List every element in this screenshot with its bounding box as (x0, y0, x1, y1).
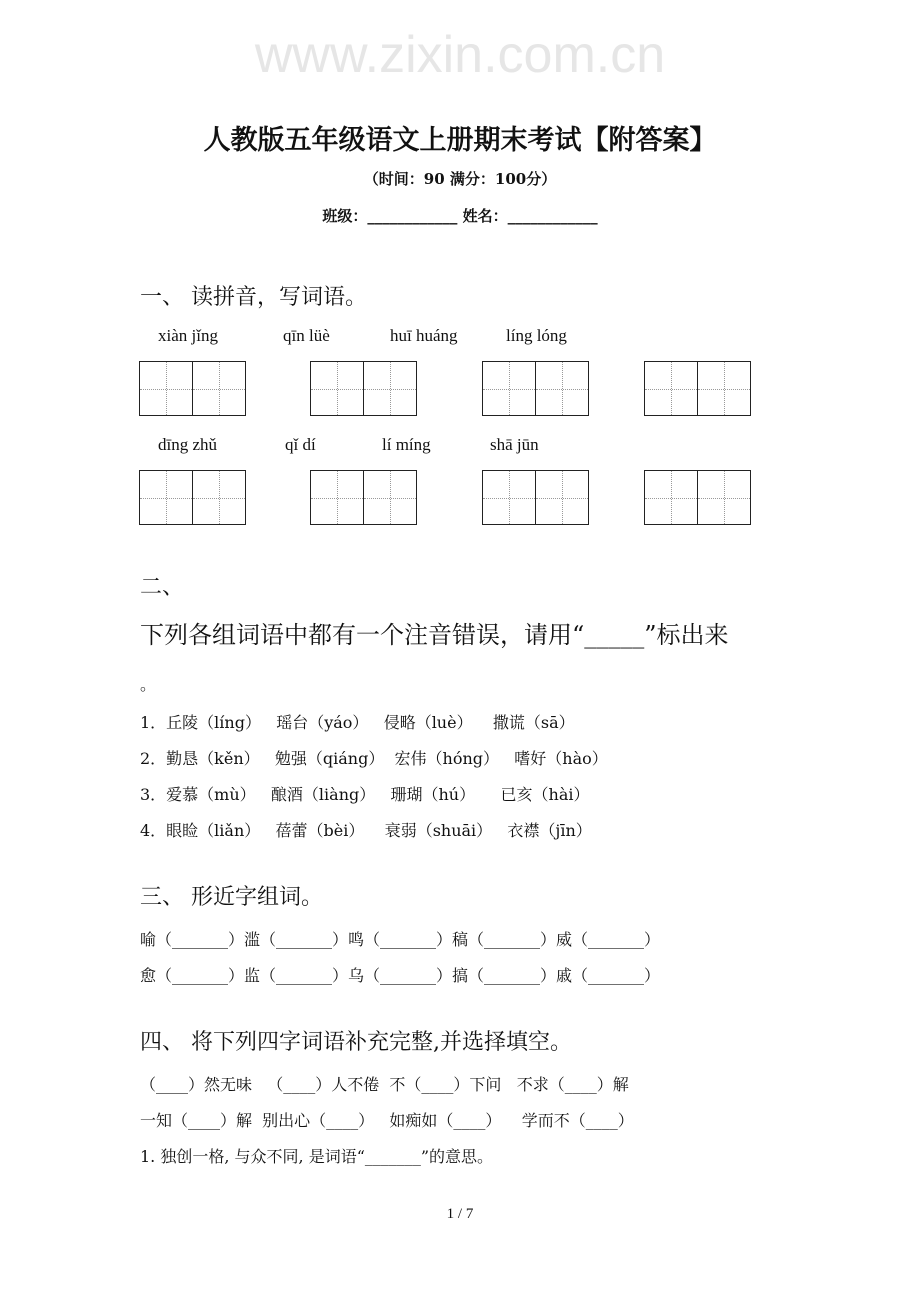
writing-box[interactable] (139, 470, 246, 525)
question-line: 4．眼睑（liǎn） 蓓蕾（bèi） 衰弱（shuāi） 衣襟（jīn） (140, 821, 592, 840)
pinyin: lí míng (382, 435, 431, 454)
page-title: 人教版五年级语文上册期末考试【附答案】 (203, 125, 717, 156)
writing-box[interactable] (482, 470, 589, 525)
writing-box[interactable] (644, 470, 751, 525)
pinyin: líng lóng (506, 326, 567, 345)
pinyin: qǐ dí (285, 435, 316, 454)
period: 。 (140, 675, 157, 694)
writing-box[interactable] (139, 361, 246, 416)
question-line: 一知（____）解 别出心（____） 如痴如（____） 学而不（____） (140, 1111, 634, 1130)
section-4-heading: 四、 将下列四字词语补充完整,并选择填空。 (140, 1030, 572, 1055)
pinyin: shā jūn (490, 435, 539, 454)
pinyin: qīn lüè (283, 326, 330, 345)
page-number: 1 / 7 (446, 1206, 474, 1222)
exam-info: （时间：90 满分：100分） (363, 170, 557, 188)
question-line: （____）然无味 （____）人不倦 不（____）下问 不求（____）解 (140, 1075, 629, 1094)
question-line: 愈（_______）监（_______）乌（_______）搞（_______）戚（_______） (140, 966, 661, 985)
writing-box[interactable] (310, 470, 417, 525)
question-line: 2．勤恳（kěn） 勉强（qiáng） 宏伟（hóng） 嗜好（hào） (140, 749, 608, 768)
writing-box[interactable] (644, 361, 751, 416)
watermark: www.zixin.com.cn (254, 26, 666, 84)
writing-box[interactable] (310, 361, 417, 416)
writing-box[interactable] (482, 361, 589, 416)
class-name-line: 班级：____________ 姓名：____________ (322, 207, 598, 225)
pinyin: xiàn jǐng (158, 326, 218, 345)
section-2-instruction: 下列各组词语中都有一个注音错误，请用“_____”标出来 (140, 621, 729, 649)
pinyin: huī huáng (390, 326, 458, 345)
section-3-heading: 三、 形近字组词。 (140, 885, 323, 910)
pinyin: dīng zhǔ (158, 435, 218, 454)
question-line: 1. 独创一格, 与众不同, 是词语“_______”的意思。 (140, 1147, 494, 1166)
section-1-heading: 一、 读拼音，写词语。 (140, 285, 367, 310)
question-line: 3．爱慕（mù） 酿酒（liàng） 珊瑚（hú） 已亥（hài） (140, 785, 590, 804)
section-2-heading: 二、 (140, 575, 185, 600)
question-line: 1．丘陵（líng） 瑶台（yáo） 侵略（luè） 撒谎（sā） (140, 713, 575, 732)
question-line: 喻（_______）滥（_______）鸣（_______）稿（_______）威（_______） (140, 930, 661, 949)
